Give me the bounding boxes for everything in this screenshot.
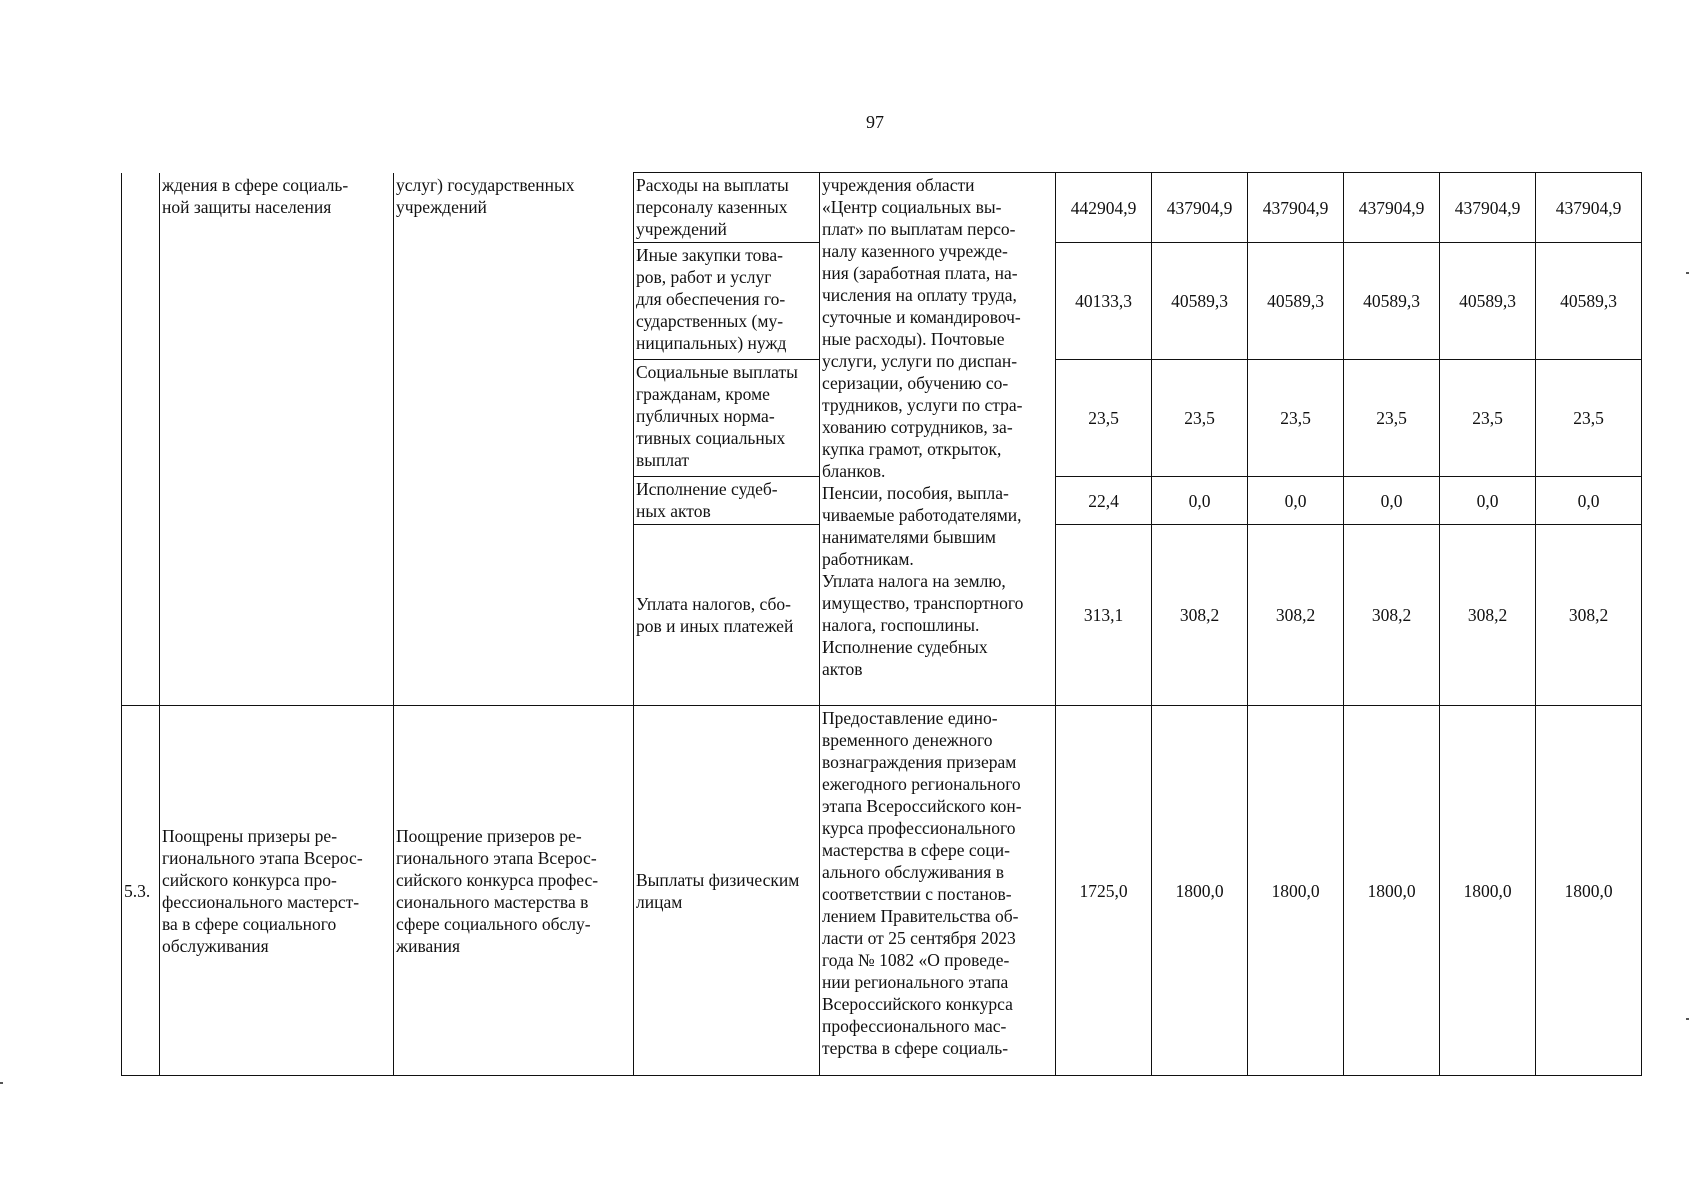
value-cell: 40589,3 xyxy=(1152,243,1248,360)
value-cell: 308,2 xyxy=(1152,525,1248,706)
value-cell: 40589,3 xyxy=(1248,243,1344,360)
expense-type-cell: Иные закупки това- ров, работ и услуг для обеспечения го- сударственных (му- ниципальных) нужд xyxy=(634,243,820,360)
value-cell: 308,2 xyxy=(1536,525,1642,706)
value-cell: 308,2 xyxy=(1248,525,1344,706)
value-cell: 0,0 xyxy=(1536,477,1642,525)
scan-edge-mark xyxy=(0,1082,3,1084)
value-cell: 1800,0 xyxy=(1440,706,1536,1076)
value-cell: 40589,3 xyxy=(1440,243,1536,360)
result-cell: Поощрены призеры ре- гионального этапа Всерос- сийского конкурса про- фессионального мастерст- ва в сфере социального обслуживания xyxy=(160,706,394,1076)
value-cell: 313,1 xyxy=(1056,525,1152,706)
value-cell: 23,5 xyxy=(1440,360,1536,477)
budget-table xyxy=(121,172,1642,1076)
value-cell: 23,5 xyxy=(1344,360,1440,477)
value-cell: 1725,0 xyxy=(1056,706,1152,1076)
page-number: 97 xyxy=(866,112,884,132)
value-cell: 437904,9 xyxy=(1152,173,1248,243)
value-cell: 23,5 xyxy=(1248,360,1344,477)
value-cell: 442904,9 xyxy=(1056,173,1152,243)
expense-type-cell: Уплата налогов, сбо- ров и иных платежей xyxy=(634,525,820,706)
value-cell: 437904,9 xyxy=(1248,173,1344,243)
value-cell: 437904,9 xyxy=(1344,173,1440,243)
value-cell: 23,5 xyxy=(1056,360,1152,477)
value-cell: 437904,9 xyxy=(1536,173,1642,243)
value-cell: 23,5 xyxy=(1152,360,1248,477)
expense-type-cell: Расходы на выплаты персоналу казенных учреждений xyxy=(634,173,820,243)
scan-edge-mark xyxy=(1686,272,1689,274)
value-cell: 1800,0 xyxy=(1248,706,1344,1076)
value-cell: 1800,0 xyxy=(1344,706,1440,1076)
value-cell: 40589,3 xyxy=(1344,243,1440,360)
value-cell: 1800,0 xyxy=(1536,706,1642,1076)
scan-edge-mark xyxy=(1686,1018,1689,1020)
result-cell: ждения в сфере социаль- ной защиты населения xyxy=(160,173,394,706)
value-cell: 22,4 xyxy=(1056,477,1152,525)
description-cell: Предоставление едино- временного денежного вознаграждения призерам ежегодного регионального этапа Всероссийского кон- курса профессионального мастерства в сфере соци- ального обслуживания в соответствии с постанов- лением Правительства об- ласти от 25 сентября 2023 года № 1082 «О проведе- нии регионального этапа Всероссийского конкурса профессионального мас- терства в сфере социаль- xyxy=(820,706,1056,1076)
row-number-cell xyxy=(122,173,160,706)
description-cell: учреждения области «Центр социальных вы- плат» по выплатам персо- налу казенного учрежде- ния (заработная плата, на- числения на оплату труда, суточные и командировоч- ные расходы). Почтовые услуги, услуги по диспан- серизации, обучению со- трудников, услуги по стра- хованию сотрудников, за- купка грамот, открыток, бланков. Пенсии, пособия, выпла- чиваемые работодателями, нанимателями бывшим работникам. Уплата налога на землю, имущество, транспортного налога, госпошлины. Исполнение судебных актов xyxy=(820,173,1056,706)
value-cell: 40589,3 xyxy=(1536,243,1642,360)
value-cell: 0,0 xyxy=(1152,477,1248,525)
event-cell: Поощрение призеров ре- гионального этапа Всерос- сийского конкурса профес- сионального мастерства в сфере социального обслу- живания xyxy=(394,706,634,1076)
value-cell: 40133,3 xyxy=(1056,243,1152,360)
value-cell: 308,2 xyxy=(1440,525,1536,706)
event-cell: услуг) государственных учреждений xyxy=(394,173,634,706)
value-cell: 308,2 xyxy=(1344,525,1440,706)
value-cell: 437904,9 xyxy=(1440,173,1536,243)
value-cell: 0,0 xyxy=(1344,477,1440,525)
table-row xyxy=(122,706,1642,1076)
expense-type-cell: Выплаты физическим лицам xyxy=(634,706,820,1076)
value-cell: 0,0 xyxy=(1440,477,1536,525)
value-cell: 1800,0 xyxy=(1152,706,1248,1076)
row-number-cell: 5.3. xyxy=(122,706,160,1076)
expense-type-cell: Социальные выплаты гражданам, кроме публичных норма- тивных социальных выплат xyxy=(634,360,820,477)
value-cell: 23,5 xyxy=(1536,360,1642,477)
table-row xyxy=(122,173,1642,243)
expense-type-cell: Исполнение судеб- ных актов xyxy=(634,477,820,525)
value-cell: 0,0 xyxy=(1248,477,1344,525)
